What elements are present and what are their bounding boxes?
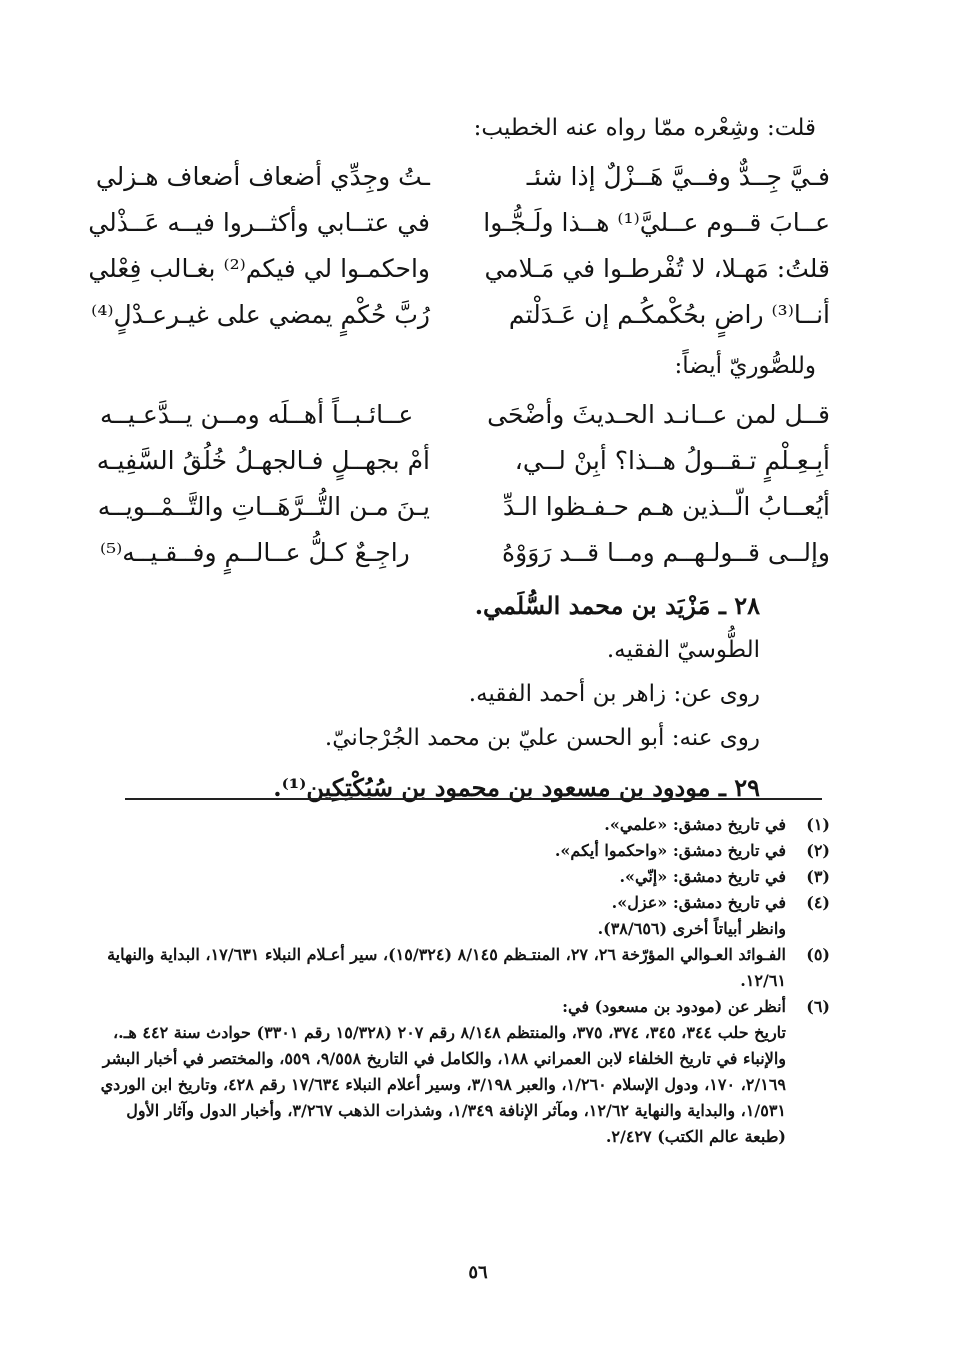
entry-28-narrated-by: روى عنه: أبو الحسن عليّ بن محمد الجُرْجانيّ.	[324, 725, 760, 751]
verse	[95, 154, 830, 200]
footnote-body	[100, 890, 786, 942]
footnote-1	[100, 812, 830, 838]
entry-28	[100, 584, 830, 810]
verse-second-hemistich: في عتــابي وأكثــروا فيــه عَــذْلي	[88, 208, 430, 237]
footnote-extra: تاريخ حلب ٣٤٤، ٣٤٥، ٣٧٤، ٣٧٥، والمنتظم ٨/١٤٨ رقم ٢٠٧ (١٥/٣٢٨ رقم ٣٣٠١) حوادث سنة ٤٤٢ هـ.، والإنباء في تاريخ الخلفاء لابن العمراني ١٨٨، والكامل في التاريخ ٩/٥٥٨، ٥٥٩، والمختصر في أخبار البشر ٢/١٦٩، ١٧٠، ودول الإسلام ١/٢٦٠، والعبر ٣/١٩٨، وسير أعلام النبلاء ١٧/٦٣٤ رقم ٤٢٨، وتاريخ ابن الوردي ١/٥٣١، والبداية والنهاية ١٢/٦٢، ومآثر الإنافة ١/٣٤٩، وشذرات الذهب ٣/٢٦٧، وأخبار الدول وآثار الأول (طبعة عالم الكتب) ٢/٤٢٧.	[100, 1023, 786, 1146]
intro-line: قلت: وشِعْره ممّا رواه عنه الخطيب:	[473, 115, 816, 141]
footnote-text: في تاريخ دمشق: «علمي».	[604, 815, 786, 834]
poem-2-intro: وللصُّوريّ أيضاً:	[674, 353, 816, 379]
footnote-number: (٦)	[806, 997, 830, 1016]
verse-second-hemistich: واحكمـوا لي فيكم⁽²⁾ بغـالب فِعْلي	[88, 254, 430, 283]
footnote-2	[100, 838, 830, 864]
verse-first-hemistich: عــابَ قــوم عــليَّ⁽¹⁾ هــذا ولَـجُّـوا	[483, 208, 830, 237]
main-text	[88, 108, 830, 810]
entry-28-narrated-from: روى عن: زاهر بن أحمد الفقيه.	[468, 681, 760, 707]
verse-second-hemistich: أمْ بجهــلٍ فـالجهـلُ خُلُقُ السَّفِيـه	[96, 446, 430, 475]
page-number: ٥٦	[468, 1262, 488, 1283]
footnote-number: (٣)	[806, 867, 830, 886]
footnote-text: الفـوائد العـوالي المؤرّخة ٢٦، ٢٧، المنتـظم ٨/١٤٥ (١٥/٣٢٤)، سير أعـلام النبلاء ١٧/٦٣١، البداية والنهاية ١٢/٦١.	[107, 945, 786, 990]
footnote-body	[100, 994, 786, 1150]
footnote-text: في تاريخ دمشق: «واحكموا أيكم».	[554, 841, 786, 860]
entry-29-title: ٢٩ ـ مودود بن مسعود بن محمود بن سُبُكْتِكِين⁽¹⁾.	[273, 773, 760, 802]
verse-first-hemistich: فـيَّ جِــدٌّ وفــيَّ هَــزْلٌ إذا شئـ	[526, 162, 830, 191]
verse-second-hemistich: ـتُ وجِدِّي أضعاف أضعاف هـزلي	[95, 162, 430, 191]
verse-first-hemistich: أبِـعِـلْمٍ تـقــولُ هــذا؟ أبِنْ لــي،	[514, 446, 830, 475]
verse	[91, 292, 830, 338]
verse	[96, 438, 830, 484]
verse	[97, 484, 830, 530]
footnote-3	[100, 864, 830, 890]
verse-first-hemistich: أنــا⁽³⁾ راضٍ بحُكْمكُـم إن عَـدَلْتم	[508, 300, 830, 329]
footnote-5	[100, 942, 830, 994]
verse-second-hemistich: عــائـبــاً أهــلَه ومــن يــدَّعـيــه	[100, 400, 414, 429]
footnote-number: (٤)	[806, 893, 830, 912]
verse	[88, 200, 830, 246]
verse	[100, 530, 830, 576]
verse	[88, 246, 830, 292]
poem-2	[96, 392, 830, 576]
verse-first-hemistich: قلتُ: مَهـلا، لا تُفْرطـوا في مَـلامي	[484, 254, 830, 283]
footnote-6	[100, 994, 830, 1150]
verse-second-hemistich: رُبَّ حُكْمٍ يمضي على غيـرعـدْلٍ⁽⁴⁾	[91, 300, 430, 329]
footnote-text: أنظر عن (مودود بن مسعود) في:	[562, 997, 786, 1016]
footnote-divider	[125, 798, 822, 800]
footnote-number: (٢)	[806, 841, 830, 860]
footnote-number: (٥)	[806, 945, 830, 964]
verse-second-hemistich: يـنَ مـن التُّــرَّهَــاتِ والتَّــمْــويــه	[97, 492, 430, 521]
verse-first-hemistich: أيُعــابُ الّــذين هـم حـفـظوا الـدِّ	[502, 492, 830, 521]
footnotes	[100, 812, 830, 1150]
footnote-extra: وانظر أبياتاً أخرى (٣٨/٦٥٦).	[597, 919, 786, 938]
footnote-text: في تاريخ دمشق: «إنّي».	[619, 867, 786, 886]
poem-1	[88, 154, 830, 338]
verse-first-hemistich: وإلــى قــولـهــم ومــا قــد رَوَوْهُ	[502, 538, 830, 567]
verse-second-hemistich: راجِـعٌ كـلُّ عــالــمٍ وفــقـيــه⁽⁵⁾	[100, 538, 410, 567]
entry-28-title: ٢٨ ـ مَزْيَد بن محمد السُّلَمي.	[474, 591, 760, 620]
verse	[100, 392, 830, 438]
footnote-4	[100, 890, 830, 942]
footnote-number: (١)	[806, 815, 830, 834]
verse-first-hemistich: قــل لمن عــانـد الحـديثَ وأضْحَى	[487, 400, 830, 429]
entry-28-subtitle: الطُّوسيّ الفقيه.	[606, 637, 760, 663]
footnote-text: في تاريخ دمشق: «عزل».	[611, 893, 786, 912]
